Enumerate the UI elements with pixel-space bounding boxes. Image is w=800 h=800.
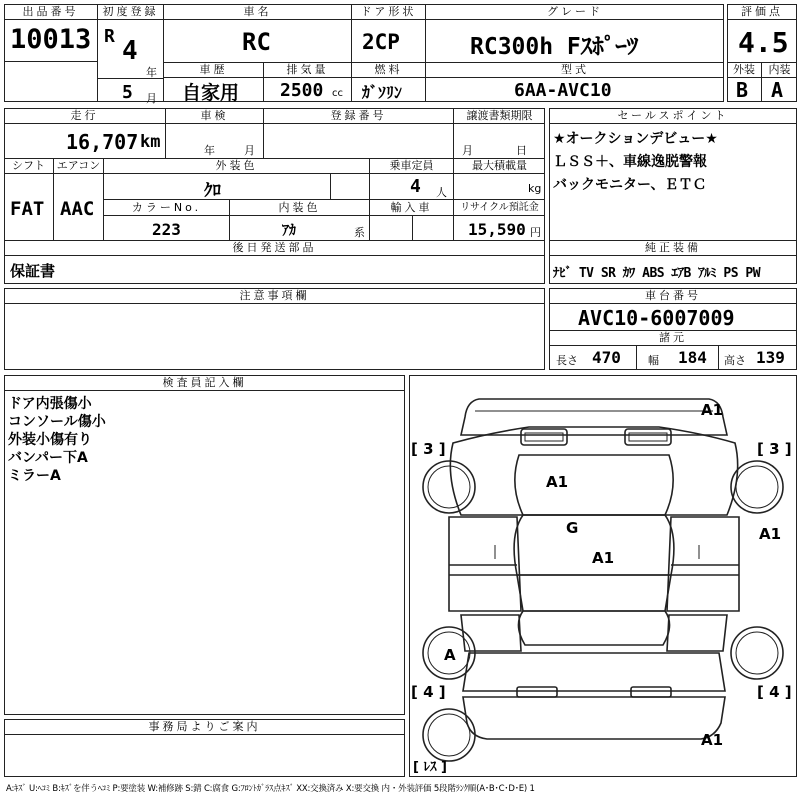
lot-no: 10013	[10, 24, 92, 55]
height-label: 高さ	[724, 354, 746, 367]
lot-no-cell	[4, 4, 98, 62]
mark-left-rear-wheel: A	[444, 646, 456, 664]
color-no-label: カラーNo.	[104, 200, 229, 216]
fuel-label: 燃料	[352, 62, 425, 78]
legend: A:ｷｽﾞ U:ﾍｺﾐ B:ｷｽﾞを伴うﾍｺﾐ P:要塗装 W:補修跡 S:錆 C:腐食 G:ﾌﾛﾝﾄｶﾞﾗｽ点ｷｽﾞ XX:交換済み X:要交換 内・外装評価 5段階ﾗﾝｸ順(A･B･C･D･E) 1	[6, 784, 535, 794]
fuel: ｶﾞｿﾘﾝ	[362, 83, 403, 102]
era: R	[104, 26, 115, 47]
year: 4	[122, 36, 138, 66]
bracket-rear-left: [ 4 ]	[411, 683, 446, 701]
spec-label: 諸元	[549, 330, 797, 346]
equip-leather: ｶﾜ	[622, 266, 635, 281]
color-no: 223	[152, 220, 181, 239]
inspector-note: 外装小傷有り	[8, 432, 92, 448]
car-name-cell	[164, 4, 352, 62]
mark-right-fender: A1	[759, 525, 782, 543]
max-load-cell	[454, 158, 545, 200]
reg-no-cell	[264, 108, 454, 158]
height: 139	[756, 348, 785, 367]
displacement-unit: cc	[332, 88, 343, 99]
equip-tv: TV	[578, 266, 594, 281]
length: 470	[592, 348, 621, 367]
equip-abs: ABS	[642, 266, 665, 281]
inspection-cell	[166, 108, 264, 158]
shift: FAT	[10, 198, 45, 220]
insp-month-unit: 月	[244, 144, 255, 157]
car-name-label: 車名	[164, 4, 351, 20]
ac-cell	[54, 158, 104, 240]
ac-label: エアコン	[54, 158, 103, 174]
score-label: 評価点	[727, 4, 797, 20]
insp-year-unit: 年	[204, 144, 215, 157]
inspector-note: ミラーA	[8, 468, 61, 484]
max-load-label: 最大積載量	[454, 158, 545, 174]
max-load-unit: kg	[528, 182, 542, 195]
exterior-label: 外装	[727, 62, 761, 78]
width: 184	[678, 348, 707, 367]
car-diagram	[409, 375, 797, 777]
equip-ps: PS	[723, 266, 739, 281]
transfer-month-unit: 月	[462, 144, 473, 157]
later-parts-label: 後日発送部品	[4, 240, 545, 256]
color: ｸﾛ	[204, 181, 221, 201]
sales-points-label: セールスポイント	[549, 108, 797, 124]
sales-point-line: ＬＳＳ＋、車線逸脱警報	[553, 154, 707, 170]
reg-no-label: 登録番号	[264, 108, 453, 124]
chassis-number: AVC10-6007009	[578, 306, 735, 330]
sales-point-line: ★オークションデビュー★	[553, 131, 718, 147]
inspection-label: 車検	[166, 108, 263, 124]
capacity-cell	[370, 158, 454, 200]
int-color: ｱｶ	[282, 223, 296, 239]
equipment-label: 純正装備	[549, 240, 797, 256]
chassis-label: 車台番号	[549, 288, 797, 304]
ac: AAC	[60, 198, 95, 220]
capacity-unit: 人	[436, 186, 447, 199]
grade-cell	[426, 4, 724, 62]
door: 2CP	[362, 30, 400, 54]
capacity: 4	[410, 176, 421, 197]
shift-cell	[4, 158, 54, 240]
car-name: RC	[242, 28, 271, 56]
model-cell	[426, 62, 724, 102]
history-label: 車歴	[164, 62, 263, 78]
mark-windshield: G	[566, 519, 579, 537]
later-parts: 保証書	[10, 262, 56, 280]
mileage-unit: km	[140, 132, 161, 152]
equip-airbag: ｴｱB	[671, 266, 691, 281]
history: 自家用	[182, 82, 240, 104]
equipment-list	[553, 262, 760, 281]
transfer-day-unit: 日	[516, 144, 527, 157]
recycle-cell	[454, 200, 545, 240]
color-label: 外装色	[104, 158, 369, 174]
first-reg-label: 初度登録	[98, 4, 163, 20]
month: 5	[122, 82, 133, 103]
recycle-unit: 円	[530, 226, 541, 239]
notes-label: 注意事項欄	[4, 288, 545, 304]
capacity-label: 乗車定員	[370, 158, 453, 174]
model-label: 型式	[426, 62, 724, 78]
fuel-cell	[352, 62, 426, 102]
bracket-rear-right: [ 4 ]	[757, 683, 792, 701]
mileage: 16,707	[66, 130, 139, 154]
shift-label: シフト	[4, 158, 53, 174]
width-label: 幅	[648, 354, 659, 367]
import-label: 輸入車	[370, 200, 453, 216]
recycle-label: リサイクル預託金	[454, 200, 545, 216]
color-cell	[104, 158, 370, 200]
int-color-unit: 系	[354, 226, 365, 239]
inspector-label: 検査員記入欄	[4, 375, 405, 391]
equip-alloy: ｱﾙﾐ	[698, 266, 717, 281]
equip-pw: PW	[745, 266, 761, 281]
equip-sr: SR	[600, 266, 616, 281]
inspector-note: コンソール傷小	[8, 414, 106, 430]
mark-rear-bumper: A1	[701, 731, 724, 749]
year-unit: 年	[146, 66, 157, 79]
interior: A	[771, 78, 784, 102]
exterior: B	[736, 78, 749, 102]
history-cell	[164, 62, 264, 102]
length-label: 長さ	[556, 354, 578, 367]
door-label: ドア形状	[352, 4, 425, 20]
grade-label: グレード	[426, 4, 724, 20]
int-color-label: 内装色	[230, 200, 369, 216]
first-reg-cell	[98, 4, 164, 105]
import-cell	[370, 200, 454, 240]
score: 4.5	[738, 26, 789, 59]
model: 6AA-AVC10	[514, 80, 612, 101]
office-label: 事務局よりご案内	[4, 719, 405, 735]
lot-no-label: 出品番号	[4, 4, 97, 20]
grade: RC300h Fｽﾎﾟｰﾂ	[470, 34, 639, 60]
bracket-spare: [ ﾚｽ ]	[413, 760, 447, 775]
mileage-label: 走行	[4, 108, 165, 124]
displacement-cell	[264, 62, 352, 102]
month-unit: 月	[146, 92, 157, 105]
displacement: 2500	[280, 80, 324, 101]
inspector-note: バンパー下A	[8, 450, 88, 466]
interior-label: 内装	[762, 62, 797, 78]
sales-point-line: バックモニター、ＥＴＣ	[553, 177, 707, 193]
bracket-front-left: [ 3 ]	[411, 440, 446, 458]
equip-navi: ﾅﾋﾞ	[553, 266, 572, 281]
displacement-label: 排気量	[264, 62, 351, 78]
mark-roof: A1	[546, 473, 569, 491]
transfer-cell	[454, 108, 545, 158]
bracket-front-right: [ 3 ]	[757, 440, 792, 458]
int-color-cell	[230, 200, 370, 240]
mileage-cell	[4, 108, 166, 158]
mark-front-bumper: A1	[701, 401, 724, 419]
transfer-label: 譲渡書類期限	[454, 108, 545, 124]
mark-cabin: A1	[592, 549, 615, 567]
color-no-cell	[104, 200, 230, 240]
door-cell	[352, 4, 426, 62]
inspector-note: ドア内張傷小	[8, 396, 92, 412]
recycle: 15,590	[468, 220, 526, 239]
